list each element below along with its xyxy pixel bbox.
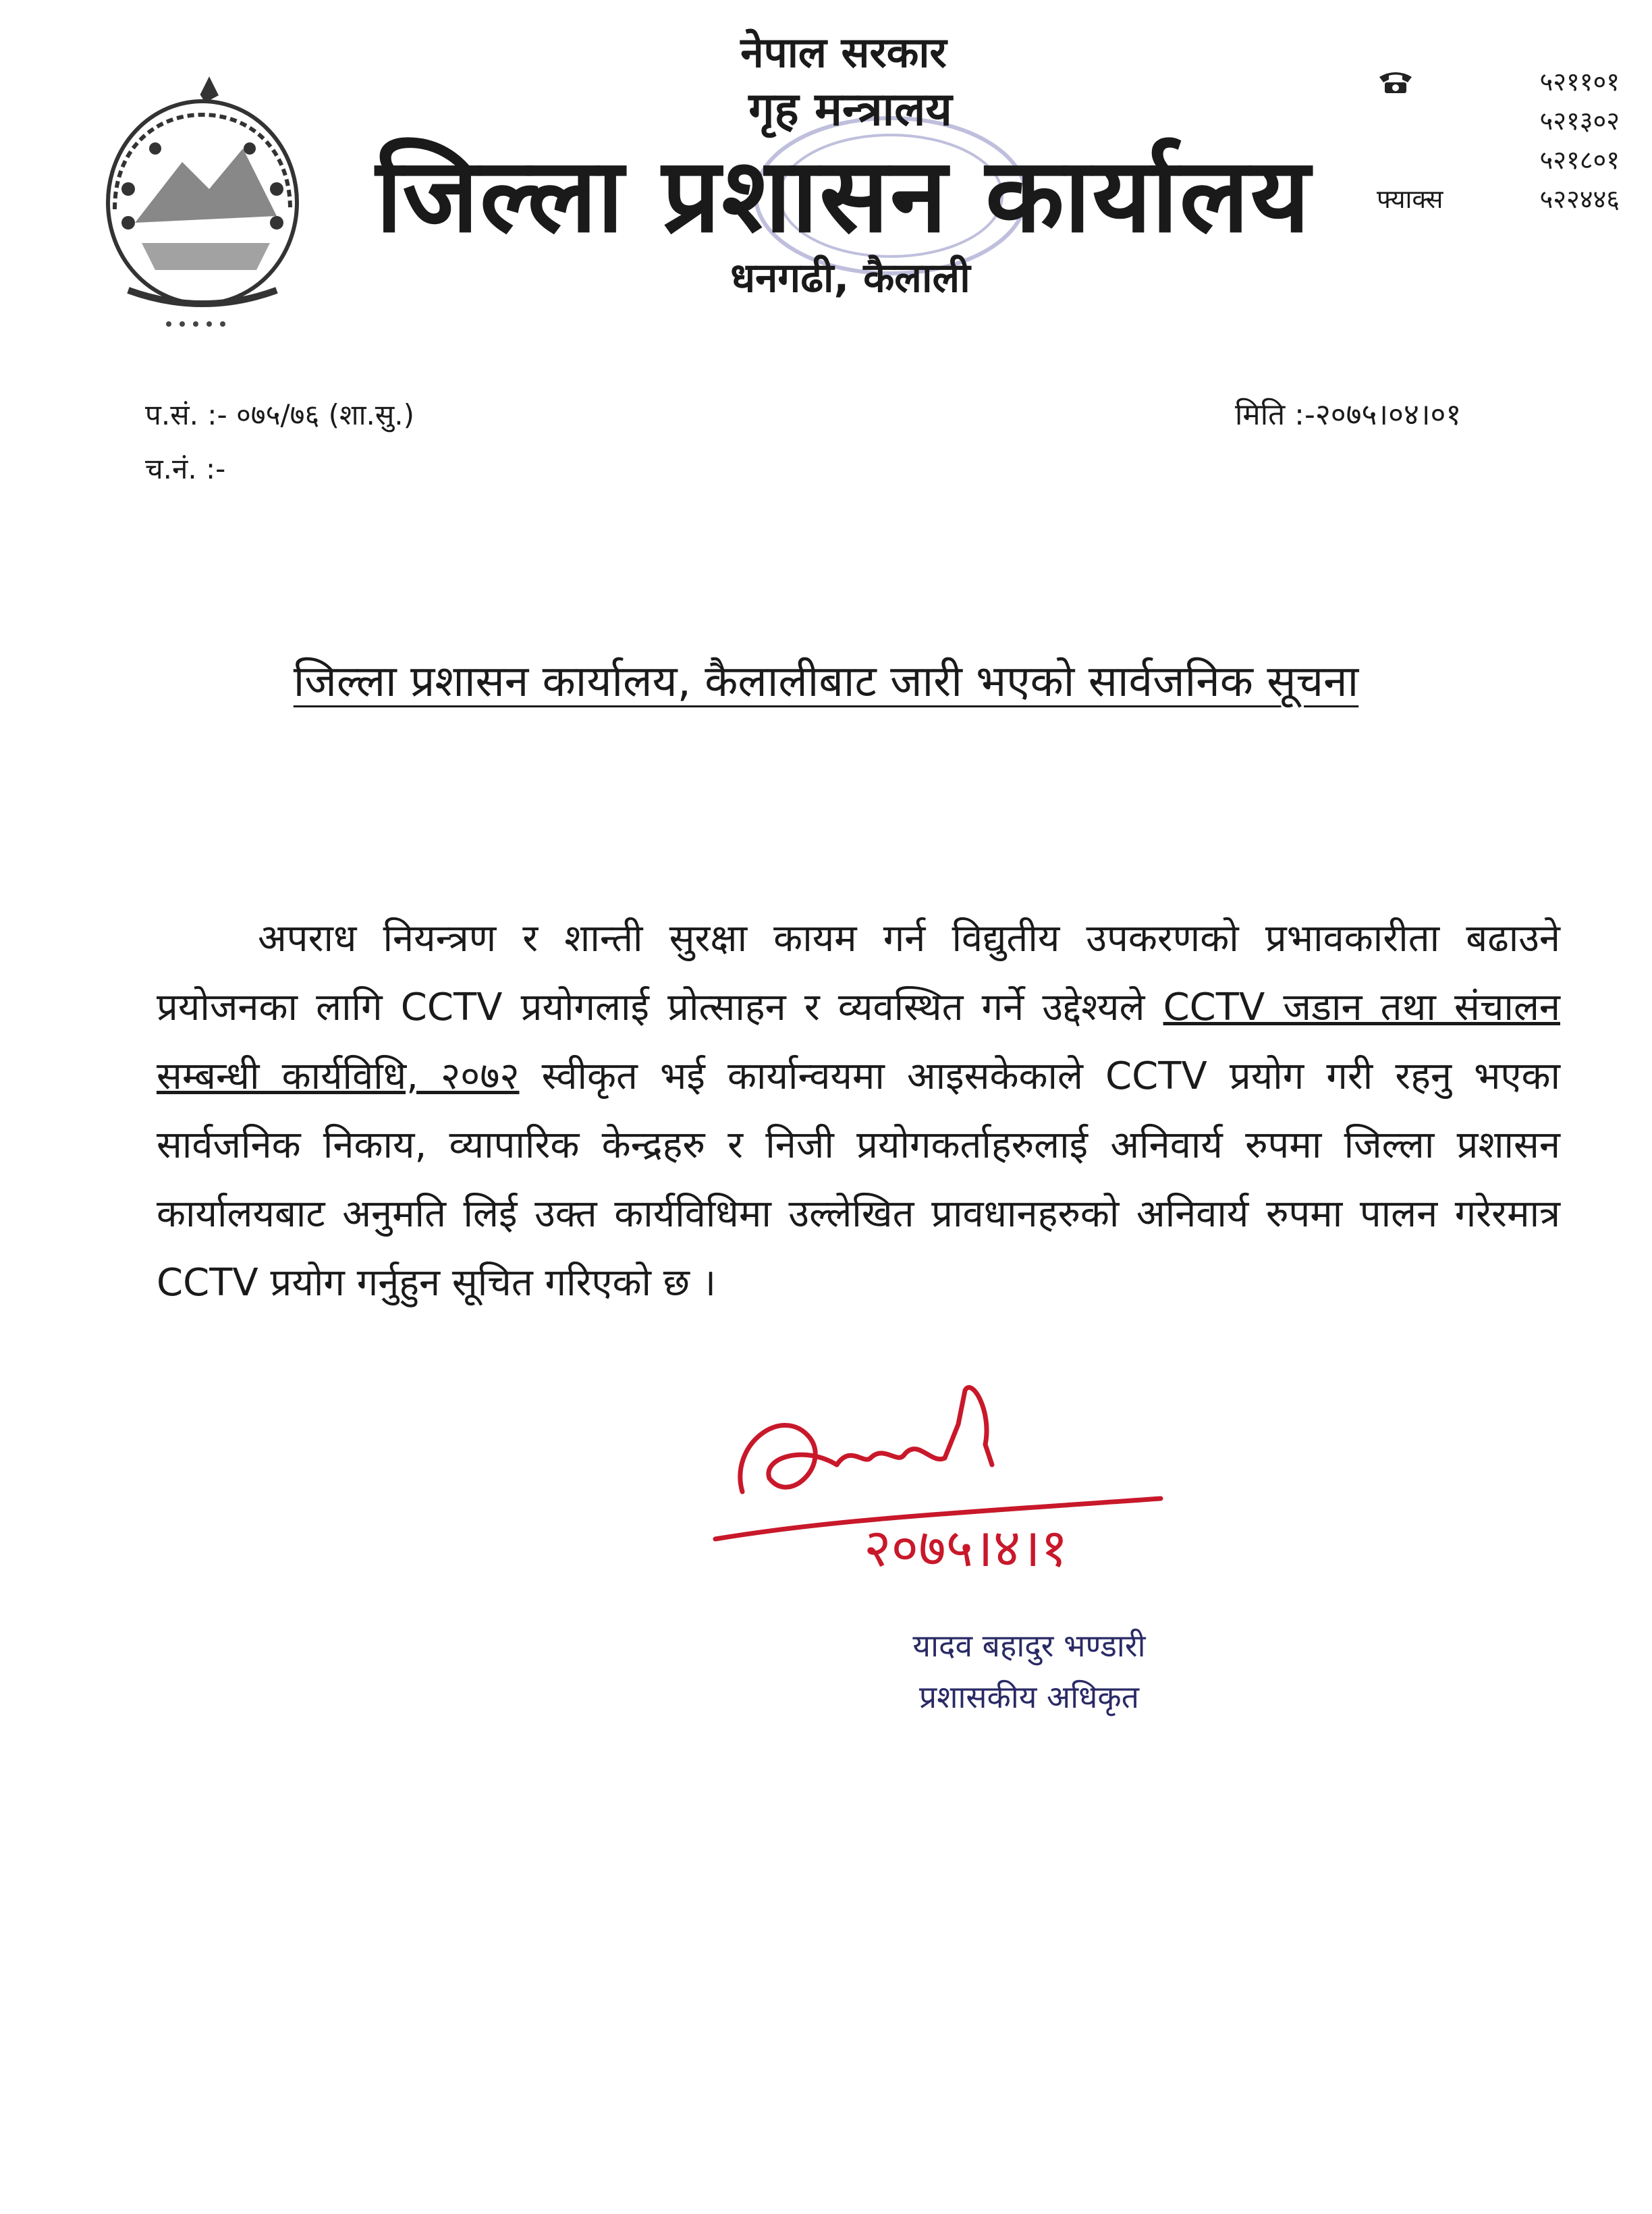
fax-label: फ्याक्स — [1377, 184, 1443, 214]
government-title: नेपाल सरकार — [740, 28, 947, 77]
nepal-emblem-icon — [88, 74, 317, 331]
ministry-title: गृह मन्त्रालय — [748, 83, 952, 136]
office-location: धनगढी, कैलाली — [730, 254, 970, 302]
signatory-block — [840, 1620, 1218, 1723]
phone-row — [1377, 62, 1620, 101]
handwritten-signature — [702, 1364, 1174, 1606]
body-text-part1: अपराध नियन्त्रण र शान्ती सुरक्षा कायम गर्न विद्युतीय उपकरणको प्रभावकारीता बढाउने प्रयोजनका लागि CCTV प्रयोगलाई प्रोत्साहन र व्यवस्थित गर्ने उद्देश्यले — [157, 917, 1560, 1029]
signature-date: २०७५।४।१ — [864, 1518, 1068, 1579]
telephone-icon — [1377, 62, 1458, 101]
office-title: जिल्ला प्रशासन कार्यालय — [375, 136, 1312, 255]
phone-row — [1377, 140, 1620, 180]
fax-number: ५२२४४६ — [1539, 184, 1620, 214]
body-procedure-name: CCTV जडान तथा संचालन सम्बन्धी कार्यविधि, २०७२ — [157, 986, 1560, 1098]
notice-title — [135, 651, 1517, 712]
body-text-part2: स्वीकृत भई कार्यान्वयमा आइसकेकाले CCTV प्रयोग गरी रहनु भएका सार्वजनिक निकाय, व्यापारिक केन्द्रहरु र निजी प्रयोगकर्ताहरुलाई अनिवार्य रुपमा जिल्ला प्रशासन कार्यालयबाट अनुमति लिई उक्त कार्यविधिमा उल्लेखित प्रावधानहरुको अनिवार्य रुपमा पालन गरेरमात्र CCTV प्रयोग गर्नुहुन सूचित गरिएको छ । — [157, 1054, 1560, 1305]
dispatch-number: च.नं. :- — [145, 452, 226, 485]
contact-block — [1377, 62, 1620, 219]
notice-title-text: जिल्ला प्रशासन कार्यालय, कैलालीबाट जारी भएको सार्वजनिक सूचना — [293, 657, 1359, 707]
letter-date: मिति :-२०७५।०४।०१ — [1235, 398, 1462, 432]
fax-row — [1377, 180, 1620, 219]
signatory-name: यादव बहादुर भण्डारी — [912, 1627, 1146, 1664]
phone-number: ५२११०१ — [1539, 67, 1620, 97]
notice-body — [157, 905, 1560, 1318]
phone-row — [1377, 101, 1620, 140]
signatory-designation: प्रशासकीय अधिकृत — [919, 1679, 1139, 1715]
phone-number: ५२१८०१ — [1539, 145, 1620, 175]
reference-number: प.सं. :- ०७५/७६ (शा.सु.) — [145, 398, 414, 431]
phone-number: ५२१३०२ — [1539, 106, 1620, 136]
